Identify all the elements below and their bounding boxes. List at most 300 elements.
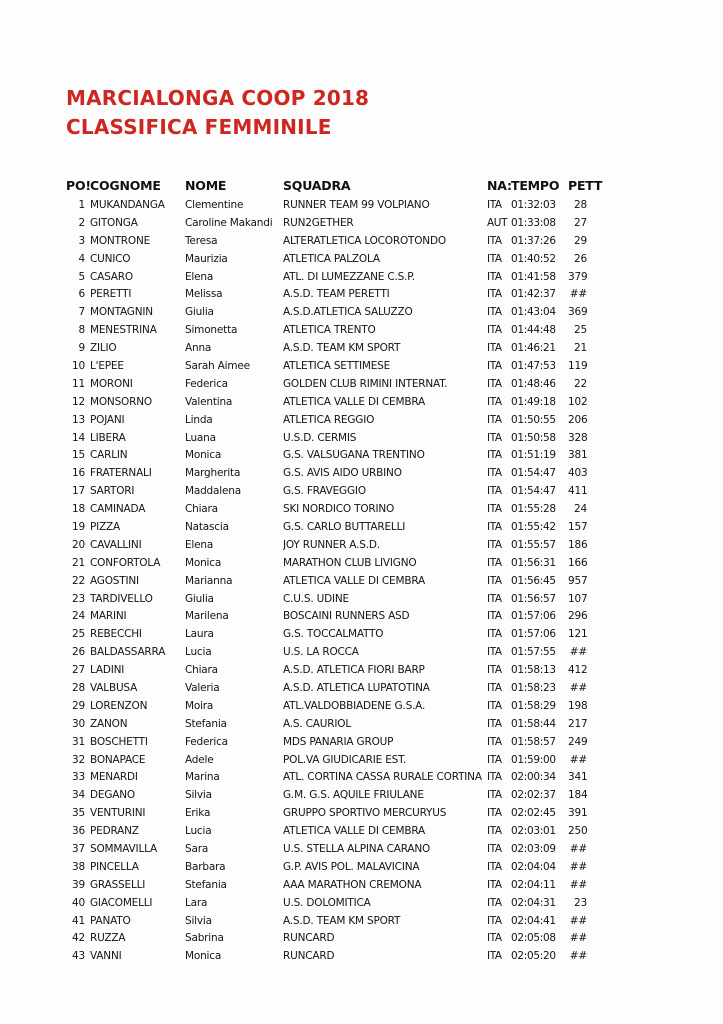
cell-pett: ##: [569, 753, 587, 766]
cell-pos: 4: [78, 252, 85, 265]
cell-cognome: BONAPACE: [90, 753, 146, 766]
table-row: [66, 375, 597, 393]
cell-nome: Teresa: [185, 234, 218, 247]
cell-naz: ITA: [487, 556, 502, 569]
cell-pett: 369: [568, 306, 588, 319]
table-row: [66, 482, 597, 500]
cell-nome: Maddalena: [185, 485, 241, 498]
cell-naz: ITA: [487, 950, 502, 963]
cell-nome: Federica: [185, 735, 228, 748]
cell-naz: ITA: [487, 807, 502, 820]
cell-nome: Marilena: [185, 610, 229, 623]
cell-pos: 23: [72, 592, 85, 605]
cell-naz: ITA: [487, 413, 502, 426]
cell-pett: 391: [568, 807, 588, 820]
cell-cognome: MARINI: [90, 610, 127, 623]
cell-naz: ITA: [487, 198, 502, 211]
cell-naz: ITA: [487, 485, 502, 498]
cell-cognome: REBECCHI: [90, 628, 142, 641]
cell-pett: 186: [568, 538, 588, 551]
cell-naz: ITA: [487, 503, 502, 516]
cell-nome: Linda: [185, 413, 213, 426]
cell-pett: 24: [574, 503, 587, 516]
cell-pett: 403: [568, 467, 588, 480]
cell-pett: 206: [568, 413, 588, 426]
cell-nome: Caroline Makandi: [185, 216, 273, 229]
cell-squadra: U.S. LA ROCCA: [283, 646, 359, 659]
header-row: [66, 174, 597, 196]
title-event: MARCIALONGA COOP 2018: [66, 86, 370, 110]
cell-nome: Lucia: [185, 825, 212, 838]
table-row: [66, 411, 597, 429]
cell-squadra: RUNNER TEAM 99 VOLPIANO: [283, 198, 430, 211]
cell-pos: 43: [72, 950, 85, 963]
cell-squadra: A.S.D. ATLETICA FIORI BARP: [283, 664, 425, 677]
cell-naz: ITA: [487, 395, 502, 408]
cell-pos: 35: [72, 807, 85, 820]
cell-cognome: VANNI: [90, 950, 122, 963]
cell-squadra: G.M. G.S. AQUILE FRIULANE: [283, 789, 424, 802]
cell-tempo: 01:55:42: [511, 520, 556, 533]
cell-nome: Monica: [185, 556, 222, 569]
cell-cognome: POJANI: [90, 413, 125, 426]
cell-tempo: 01:54:47: [511, 485, 556, 498]
cell-nome: Elena: [185, 270, 214, 283]
cell-naz: ITA: [487, 306, 502, 319]
cell-cognome: VENTURINI: [90, 807, 146, 820]
cell-squadra: AAA MARATHON CREMONA: [283, 878, 422, 891]
cell-cognome: LADINI: [90, 664, 125, 677]
table-row: [66, 250, 597, 268]
cell-naz: ITA: [487, 574, 502, 587]
cell-tempo: 01:55:28: [511, 503, 556, 516]
cell-tempo: 01:57:06: [511, 628, 556, 641]
cell-naz: ITA: [487, 664, 502, 677]
cell-tempo: 01:58:23: [511, 681, 556, 694]
cell-nome: Valeria: [185, 681, 220, 694]
cell-cognome: CAMINADA: [90, 503, 146, 516]
table-row: [66, 285, 597, 303]
cell-pett: ##: [569, 950, 587, 963]
cell-tempo: 02:04:04: [511, 860, 556, 873]
cell-nome: Stefania: [185, 878, 227, 891]
cell-cognome: PIZZA: [90, 520, 120, 533]
cell-squadra: U.S. DOLOMITICA: [283, 896, 371, 909]
cell-pos: 14: [72, 431, 85, 444]
cell-pos: 5: [78, 270, 85, 283]
cell-tempo: 01:33:08: [511, 216, 556, 229]
cell-pett: 412: [568, 664, 588, 677]
cell-naz: ITA: [487, 753, 502, 766]
cell-pos: 21: [72, 556, 85, 569]
cell-squadra: A.S.D. TEAM KM SPORT: [283, 342, 401, 355]
table-row: [66, 822, 597, 840]
cell-pos: 41: [72, 914, 85, 927]
cell-pett: 341: [568, 771, 588, 784]
cell-squadra: RUNCARD: [283, 932, 335, 945]
cell-tempo: 02:02:37: [511, 789, 556, 802]
cell-naz: ITA: [487, 467, 502, 480]
cell-naz: ITA: [487, 592, 502, 605]
cell-pett: ##: [569, 843, 587, 855]
cell-cognome: PINCELLA: [90, 860, 139, 873]
cell-pos: 13: [72, 413, 85, 426]
cell-naz: ITA: [487, 342, 502, 355]
table-row: [66, 500, 597, 518]
cell-cognome: VALBUSA: [90, 681, 138, 694]
cell-pos: 16: [72, 467, 85, 480]
cell-squadra: A.S.D. TEAM PERETTI: [283, 288, 390, 301]
cell-naz: ITA: [487, 431, 502, 444]
cell-tempo: 01:32:03: [511, 198, 556, 211]
cell-pos: 19: [72, 520, 85, 533]
cell-tempo: 02:03:01: [511, 825, 556, 838]
cell-squadra: G.S. TOCCALMATTO: [283, 628, 384, 641]
header-pos: PO!: [66, 177, 91, 193]
cell-naz: ITA: [487, 843, 502, 855]
cell-tempo: 01:58:44: [511, 717, 556, 730]
table-row: [66, 661, 597, 679]
cell-naz: ITA: [487, 735, 502, 748]
cell-pett: ##: [569, 932, 587, 945]
table-row: [66, 518, 597, 536]
cell-cognome: SARTORI: [90, 485, 135, 498]
cell-nome: Sabrina: [185, 932, 224, 945]
cell-tempo: 01:44:48: [511, 324, 556, 337]
cell-naz: ITA: [487, 771, 502, 784]
cell-tempo: 01:40:52: [511, 252, 556, 265]
cell-nome: Marianna: [185, 574, 233, 587]
cell-naz: ITA: [487, 914, 502, 927]
cell-cognome: BALDASSARRA: [90, 646, 166, 659]
cell-squadra: POL.VA GIUDICARIE EST.: [283, 753, 407, 766]
header-naz: NA:: [487, 177, 512, 193]
cell-squadra: ATLETICA VALLE DI CEMBRA: [283, 574, 425, 587]
results-header: [66, 174, 603, 196]
cell-cognome: MONTAGNIN: [90, 306, 153, 319]
cell-squadra: ATLETICA PALZOLA: [283, 252, 380, 265]
cell-pos: 31: [72, 735, 85, 748]
cell-cognome: CARLIN: [90, 449, 128, 462]
cell-pett: 217: [568, 717, 588, 730]
cell-pett: 328: [568, 431, 588, 444]
cell-squadra: A.S.D.ATLETICA SALUZZO: [283, 306, 413, 319]
cell-cognome: ZANON: [90, 717, 128, 730]
cell-nome: Giulia: [185, 592, 214, 605]
table-row: [66, 446, 597, 464]
cell-nome: Lara: [185, 896, 208, 909]
cell-tempo: 01:43:04: [511, 306, 556, 319]
table-row: [66, 429, 597, 447]
cell-cognome: CAVALLINI: [90, 538, 142, 551]
cell-pos: 39: [72, 878, 85, 891]
cell-nome: Luana: [185, 431, 216, 444]
cell-pos: 3: [78, 234, 85, 247]
table-row: [66, 572, 597, 590]
cell-pett: ##: [569, 878, 587, 891]
cell-pos: 29: [72, 699, 85, 712]
cell-nome: Federica: [185, 377, 228, 390]
cell-pos: 11: [72, 377, 85, 390]
table-row: [66, 804, 597, 822]
cell-tempo: 01:56:31: [511, 556, 556, 569]
cell-tempo: 02:04:31: [511, 896, 556, 909]
cell-nome: Monica: [185, 950, 222, 963]
cell-pos: 32: [72, 753, 85, 766]
cell-naz: ITA: [487, 717, 502, 730]
cell-naz: ITA: [487, 610, 502, 623]
cell-cognome: PERETTI: [90, 288, 132, 301]
cell-naz: ITA: [487, 324, 502, 337]
cell-nome: Silvia: [185, 789, 212, 802]
cell-tempo: 02:05:08: [511, 932, 556, 945]
cell-cognome: PEDRANZ: [90, 825, 139, 838]
cell-naz: ITA: [487, 359, 502, 372]
cell-nome: Laura: [185, 628, 214, 641]
cell-tempo: 01:58:29: [511, 699, 556, 712]
cell-squadra: A.S.D. ATLETICA LUPATOTINA: [283, 681, 430, 694]
cell-cognome: RUZZA: [90, 932, 126, 945]
cell-tempo: 02:03:09: [511, 843, 556, 855]
cell-pos: 7: [78, 306, 85, 319]
cell-cognome: GRASSELLI: [90, 878, 146, 891]
table-row: [66, 339, 597, 357]
cell-pos: 36: [72, 825, 85, 838]
results-body: [66, 196, 597, 965]
header-nome: NOME: [185, 177, 227, 193]
cell-naz: ITA: [487, 520, 502, 533]
cell-nome: Simonetta: [185, 324, 238, 337]
cell-pett: 184: [568, 789, 588, 802]
cell-naz: ITA: [487, 252, 502, 265]
cell-naz: ITA: [487, 825, 502, 838]
cell-squadra: MARATHON CLUB LIVIGNO: [283, 556, 417, 569]
cell-cognome: L'EPEE: [90, 359, 124, 372]
cell-squadra: ATL. CORTINA CASSA RURALE CORTINA: [283, 771, 482, 784]
table-row: [66, 643, 597, 661]
cell-pos: 10: [72, 359, 85, 372]
cell-pett: 107: [568, 592, 588, 605]
cell-naz: ITA: [487, 860, 502, 873]
cell-tempo: 01:57:06: [511, 610, 556, 623]
cell-tempo: 01:58:57: [511, 735, 556, 748]
cell-pett: ##: [569, 646, 587, 659]
cell-pos: 24: [72, 610, 85, 623]
cell-pos: 20: [72, 538, 85, 551]
cell-pett: 26: [574, 252, 587, 265]
cell-pos: 38: [72, 860, 85, 873]
cell-pett: 157: [568, 520, 588, 533]
cell-naz: ITA: [487, 878, 502, 891]
table-row: [66, 607, 597, 625]
cell-pos: 42: [72, 932, 85, 945]
cell-pett: 25: [574, 324, 587, 337]
table-row: [66, 947, 597, 965]
cell-pett: 102: [568, 395, 588, 408]
cell-naz: ITA: [487, 699, 502, 712]
cell-naz: ITA: [487, 628, 502, 641]
cell-squadra: G.S. CARLO BUTTARELLI: [283, 520, 406, 533]
cell-pos: 33: [72, 771, 85, 784]
cell-squadra: GRUPPO SPORTIVO MERCURYUS: [283, 807, 447, 820]
cell-squadra: U.S.D. CERMIS: [283, 431, 357, 444]
cell-cognome: CUNICO: [90, 252, 131, 265]
cell-pos: 18: [72, 503, 85, 516]
cell-pos: 12: [72, 395, 85, 408]
cell-pos: 1: [78, 198, 85, 211]
cell-tempo: 01:48:46: [511, 377, 556, 390]
table-row: [66, 357, 597, 375]
table-row: [66, 393, 597, 411]
cell-pett: 23: [574, 896, 587, 909]
cell-pos: 40: [72, 896, 85, 909]
table-row: [66, 554, 597, 572]
cell-pett: ##: [569, 914, 587, 927]
cell-cognome: CASARO: [90, 270, 133, 283]
table-row: [66, 464, 597, 482]
cell-pett: 22: [574, 377, 587, 390]
cell-squadra: ALTERATLETICA LOCOROTONDO: [283, 234, 446, 247]
cell-cognome: MUKANDANGA: [90, 198, 165, 211]
cell-nome: Silvia: [185, 914, 212, 927]
cell-pos: 25: [72, 628, 85, 641]
cell-tempo: 02:00:34: [511, 771, 556, 784]
table-row: [66, 232, 597, 250]
cell-cognome: FRATERNALI: [90, 467, 152, 480]
table-row: [66, 912, 597, 930]
cell-pos: 2: [78, 216, 85, 229]
cell-squadra: SKI NORDICO TORINO: [283, 503, 395, 516]
cell-squadra: RUN2GETHER: [283, 216, 354, 229]
cell-pett: 29: [574, 234, 587, 247]
cell-pett: 119: [568, 359, 588, 372]
cell-pett: ##: [569, 860, 587, 873]
cell-cognome: LORENZON: [90, 699, 148, 712]
cell-nome: Monica: [185, 449, 222, 462]
cell-tempo: 01:50:58: [511, 431, 556, 444]
table-row: [66, 786, 597, 804]
table-row: [66, 679, 597, 697]
table-row: [66, 769, 597, 787]
cell-nome: Marina: [185, 771, 220, 784]
cell-pett: 250: [568, 825, 588, 838]
cell-nome: Melissa: [185, 288, 223, 301]
cell-squadra: ATLETICA TRENTO: [283, 324, 376, 337]
cell-pett: 121: [568, 628, 588, 641]
cell-tempo: 02:04:11: [511, 878, 556, 891]
cell-squadra: RUNCARD: [283, 950, 335, 963]
cell-cognome: MONTRONE: [90, 234, 151, 247]
table-row: [66, 625, 597, 643]
header-tempo: TEMPO: [511, 177, 560, 193]
cell-nome: Chiara: [185, 503, 218, 516]
table-row: [66, 590, 597, 608]
cell-pett: ##: [569, 288, 587, 301]
cell-squadra: ATLETICA REGGIO: [283, 413, 375, 426]
cell-tempo: 01:37:26: [511, 234, 556, 247]
cell-cognome: MONSORNO: [90, 395, 152, 408]
cell-tempo: 01:57:55: [511, 646, 556, 659]
cell-pett: ##: [569, 681, 587, 694]
cell-pos: 9: [78, 342, 85, 355]
table-row: [66, 858, 597, 876]
cell-nome: Moira: [185, 699, 214, 712]
cell-pos: 28: [72, 681, 85, 694]
table-row: [66, 536, 597, 554]
table-row: [66, 715, 597, 733]
cell-pett: 381: [568, 449, 588, 462]
cell-pos: 26: [72, 646, 85, 659]
cell-naz: ITA: [487, 896, 502, 909]
cell-cognome: LIBERA: [90, 431, 126, 444]
cell-pett: 249: [568, 735, 588, 748]
cell-tempo: 01:51:19: [511, 449, 556, 462]
cell-nome: Valentina: [185, 395, 233, 408]
cell-cognome: GITONGA: [90, 216, 138, 229]
cell-tempo: 01:46:21: [511, 342, 556, 355]
cell-tempo: 01:41:58: [511, 270, 556, 283]
cell-tempo: 01:47:53: [511, 359, 556, 372]
cell-pos: 8: [78, 324, 85, 337]
cell-naz: ITA: [487, 789, 502, 802]
cell-naz: ITA: [487, 377, 502, 390]
cell-cognome: BOSCHETTI: [90, 735, 148, 748]
cell-cognome: TARDIVELLO: [90, 592, 153, 605]
cell-pett: 21: [574, 342, 587, 355]
cell-tempo: 02:02:45: [511, 807, 556, 820]
cell-naz: ITA: [487, 538, 502, 551]
cell-naz: AUT: [487, 216, 508, 229]
cell-squadra: ATL. DI LUMEZZANE C.S.P.: [283, 270, 415, 283]
table-row: [66, 196, 597, 214]
header-pett: PETT: [568, 177, 603, 193]
cell-nome: Barbara: [185, 860, 226, 873]
cell-nome: Giulia: [185, 306, 214, 319]
cell-squadra: G.S. FRAVEGGIO: [283, 485, 366, 498]
cell-cognome: ZILIO: [90, 342, 117, 355]
cell-cognome: MORONI: [90, 377, 133, 390]
cell-squadra: G.S. VALSUGANA TRENTINO: [283, 449, 425, 462]
cell-pos: 17: [72, 485, 85, 498]
cell-nome: Anna: [185, 342, 212, 355]
cell-pett: 27: [574, 216, 587, 229]
cell-tempo: 01:56:45: [511, 574, 556, 587]
cell-squadra: GOLDEN CLUB RIMINI INTERNAT.: [283, 377, 448, 390]
cell-squadra: ATLETICA VALLE DI CEMBRA: [283, 825, 425, 838]
cell-squadra: C.U.S. UDINE: [283, 592, 349, 605]
cell-nome: Elena: [185, 538, 214, 551]
cell-squadra: G.S. AVIS AIDO URBINO: [283, 467, 402, 480]
title-category: CLASSIFICA FEMMINILE: [66, 115, 332, 139]
cell-pos: 15: [72, 449, 85, 462]
cell-cognome: AGOSTINI: [90, 574, 139, 587]
cell-tempo: 01:55:57: [511, 538, 556, 551]
cell-cognome: MENARDI: [90, 771, 138, 784]
table-row: [66, 733, 597, 751]
cell-nome: Margherita: [185, 467, 241, 480]
table-row: [66, 840, 597, 858]
table-row: [66, 876, 597, 894]
cell-naz: ITA: [487, 270, 502, 283]
cell-pett: 28: [574, 198, 587, 211]
cell-cognome: PANATO: [90, 914, 131, 927]
cell-pos: 30: [72, 717, 85, 730]
cell-squadra: BOSCAINI RUNNERS ASD: [283, 610, 410, 623]
cell-cognome: SOMMAVILLA: [90, 843, 157, 855]
cell-nome: Chiara: [185, 664, 218, 677]
table-row: [66, 697, 597, 715]
header-cognome: COGNOME: [90, 177, 161, 193]
